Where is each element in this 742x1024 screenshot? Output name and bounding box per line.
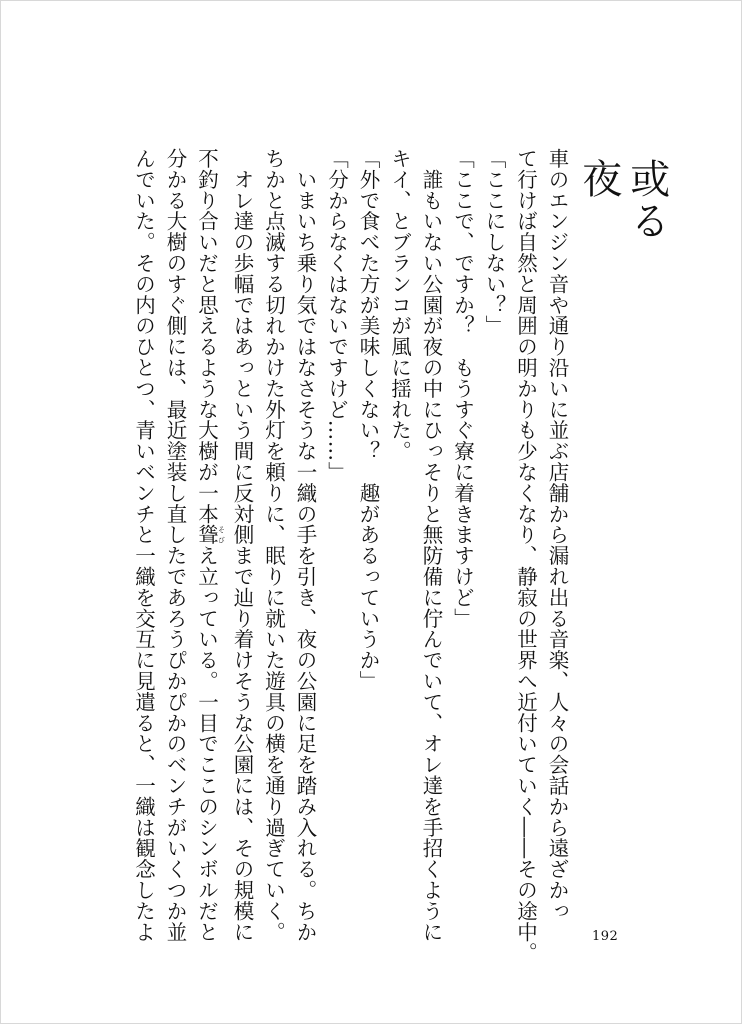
paragraph-line-with-ruby: [190, 148, 226, 943]
paragraph-line: 「分からなくはないですけど……」: [324, 148, 349, 483]
ruby-base: 聳: [194, 524, 219, 546]
paragraph-line: キイ、とブランコが風に揺れた。: [387, 148, 412, 462]
paragraph-line: 誰もいない公園が夜の中にひっそりと無防備に佇んでいて、オレ達を手招くように: [419, 148, 443, 943]
ruby-reading: そび: [217, 524, 226, 546]
paragraph-line: 車のエンジン音や通り沿いに並ぶ店舗から漏れ出る音楽、人々の会話から遠ざかっ: [545, 148, 569, 922]
chapter-title: 或る夜: [575, 158, 670, 242]
paragraph-line: ちかと点滅する切れかけた外灯を頼りに、眠りに就いた遊具の横を通り過ぎていく。: [261, 148, 286, 943]
body-text: [131, 148, 572, 964]
paragraph-line: 「ここにしない？」: [482, 148, 506, 337]
paragraph-line: 「外で食べた方が美味しくない？ 趣があるっていうか」: [356, 148, 380, 692]
paragraph-line: んでいた。その内のひとつ、青いベンチと一織を交互に見遣ると、一織は観念したよ: [131, 148, 156, 943]
ruby-line-after: え立っている。一目でここのシンボルだと: [194, 545, 219, 943]
paragraph-line: 「ここで、ですか？ もうすぐ寮に着きますけど」: [450, 148, 475, 629]
ruby-line-before: 不釣り合いだと思えるような大樹が一本: [194, 148, 219, 525]
paragraph-line: て行けば自然と周囲の明かりも少なくなり、静寂の世界へ近付いていく――その途中。: [513, 148, 538, 964]
ruby-word: [194, 524, 226, 546]
paragraph-line: 分かる大樹のすぐ側には、最近塗装し直したであろうぴかぴかのベンチがいくつか並: [163, 148, 187, 943]
page-number: 192: [592, 929, 619, 944]
paragraph-line: いまいち乗り気ではなさそうな一織の手を引き、夜の公園に足を踏み入れる。ちか: [293, 148, 317, 943]
paragraph-line: オレ達の歩幅ではあっという間に反対側まで辿り着けそうな公園には、その規模に: [230, 148, 254, 943]
